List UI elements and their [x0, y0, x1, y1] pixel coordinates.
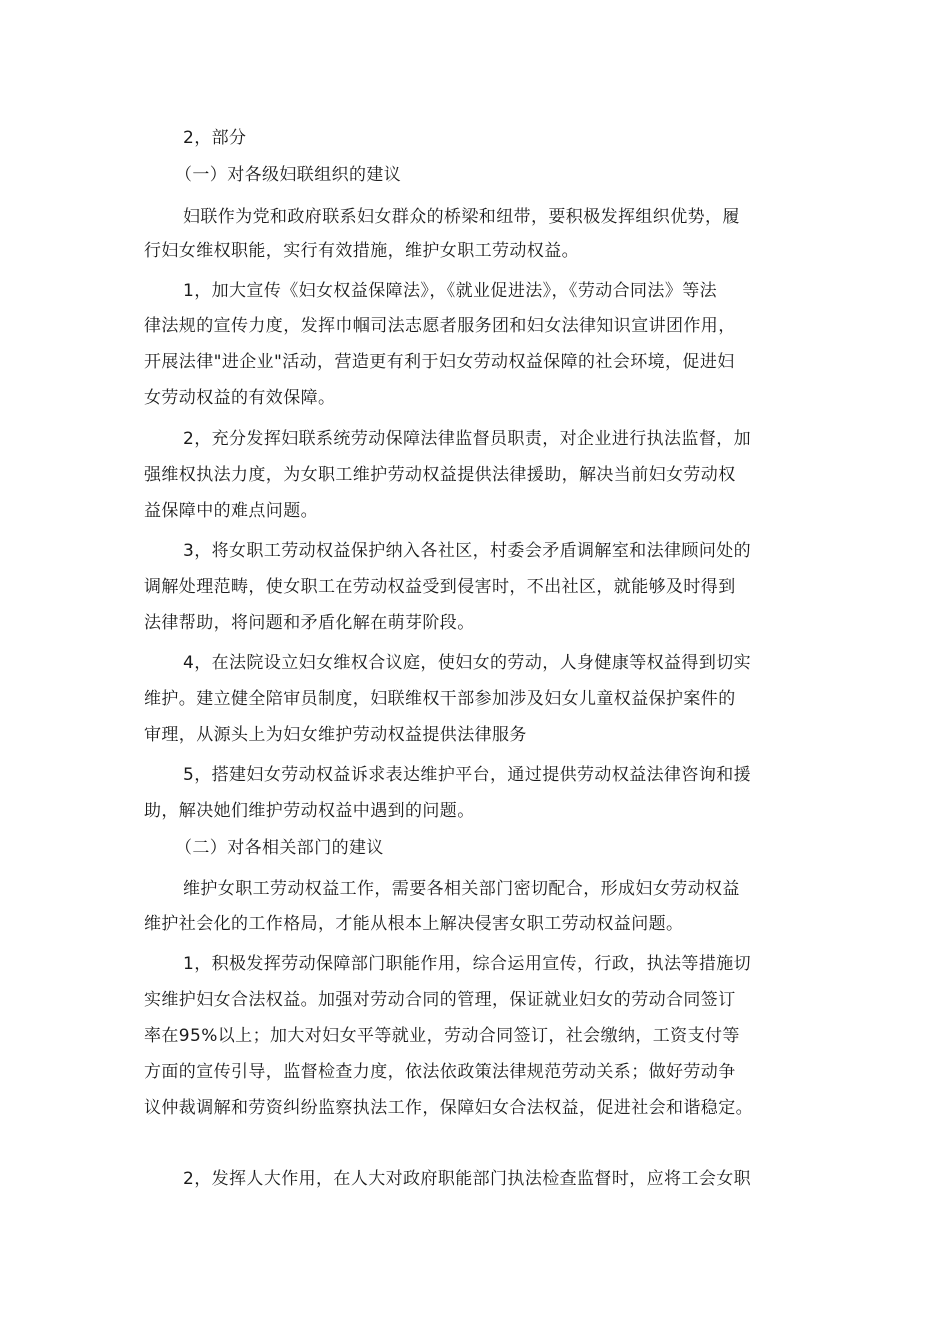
paragraph-line: 方面的宣传引导，监督检查力度，依法依政策法律规范劳动关系；做好劳动争 — [144, 1062, 736, 1082]
paragraph-line: 1，积极发挥劳动保障部门职能作用，综合运用宣传，行政，执法等措施切 — [183, 954, 752, 974]
paragraph-line: 行妇女维权职能，实行有效措施，维护女职工劳动权益。 — [144, 241, 579, 261]
paragraph-line: 妇联作为党和政府联系妇女群众的桥梁和纽带，要积极发挥组织优势，履 — [183, 207, 740, 227]
paragraph-line: 2，充分发挥妇联系统劳动保障法律监督员职责，对企业进行执法监督，加 — [183, 429, 752, 449]
paragraph-line: 助，解决她们维护劳动权益中遇到的问题。 — [144, 801, 475, 821]
paragraph-line: 实维护妇女合法权益。加强对劳动合同的管理，保证就业妇女的劳动合同签订 — [144, 990, 736, 1010]
paragraph-line: 2，发挥人大作用，在人大对政府职能部门执法检查监督时，应将工会女职 — [183, 1169, 752, 1189]
section-heading: 2，部分 — [183, 128, 247, 148]
paragraph-line: 3，将女职工劳动权益保护纳入各社区，村委会矛盾调解室和法律顾问处的 — [183, 541, 752, 561]
paragraph-line: 审理，从源头上为妇女维护劳动权益提供法律服务 — [144, 725, 527, 745]
paragraph-line: 率在95%以上；加大对妇女平等就业，劳动合同签订，社会缴纳，工资支付等 — [144, 1026, 740, 1046]
paragraph-line: 法律帮助，将问题和矛盾化解在萌芽阶段。 — [144, 613, 475, 633]
paragraph-line: 开展法律"进企业"活动，营造更有利于妇女劳动权益保障的社会环境，促进妇 — [144, 352, 735, 372]
paragraph-line: 维护。建立健全陪审员制度，妇联维权干部参加涉及妇女儿童权益保护案件的 — [144, 689, 736, 709]
paragraph-line: 维护社会化的工作格局，才能从根本上解决侵害女职工劳动权益问题。 — [144, 914, 684, 934]
paragraph-line: 4，在法院设立妇女维权合议庭，使妇女的劳动，人身健康等权益得到切实 — [183, 653, 752, 673]
paragraph-line: 律法规的宣传力度，发挥巾帼司法志愿者服务团和妇女法律知识宣讲团作用， — [144, 316, 736, 336]
subsection-heading: （二）对各相关部门的建议 — [175, 838, 384, 858]
paragraph-line: 女劳动权益的有效保障。 — [144, 388, 336, 408]
paragraph-line: 议仲裁调解和劳资纠纷监察执法工作，保障妇女合法权益，促进社会和谐稳定。 — [144, 1098, 753, 1118]
paragraph-line: 维护女职工劳动权益工作，需要各相关部门密切配合，形成妇女劳动权益 — [183, 879, 740, 899]
paragraph-line: 强维权执法力度，为女职工维护劳动权益提供法律援助，解决当前妇女劳动权 — [144, 465, 736, 485]
paragraph-line: 5，搭建妇女劳动权益诉求表达维护平台，通过提供劳动权益法律咨询和援 — [183, 765, 752, 785]
paragraph-line: 1，加大宣传《妇女权益保障法》，《就业促进法》，《劳动合同法》等法 — [183, 281, 718, 301]
paragraph-line: 调解处理范畴，使女职工在劳动权益受到侵害时，不出社区，就能够及时得到 — [144, 577, 736, 597]
subsection-heading: （一）对各级妇联组织的建议 — [175, 165, 402, 185]
paragraph-line: 益保障中的难点问题。 — [144, 501, 318, 521]
